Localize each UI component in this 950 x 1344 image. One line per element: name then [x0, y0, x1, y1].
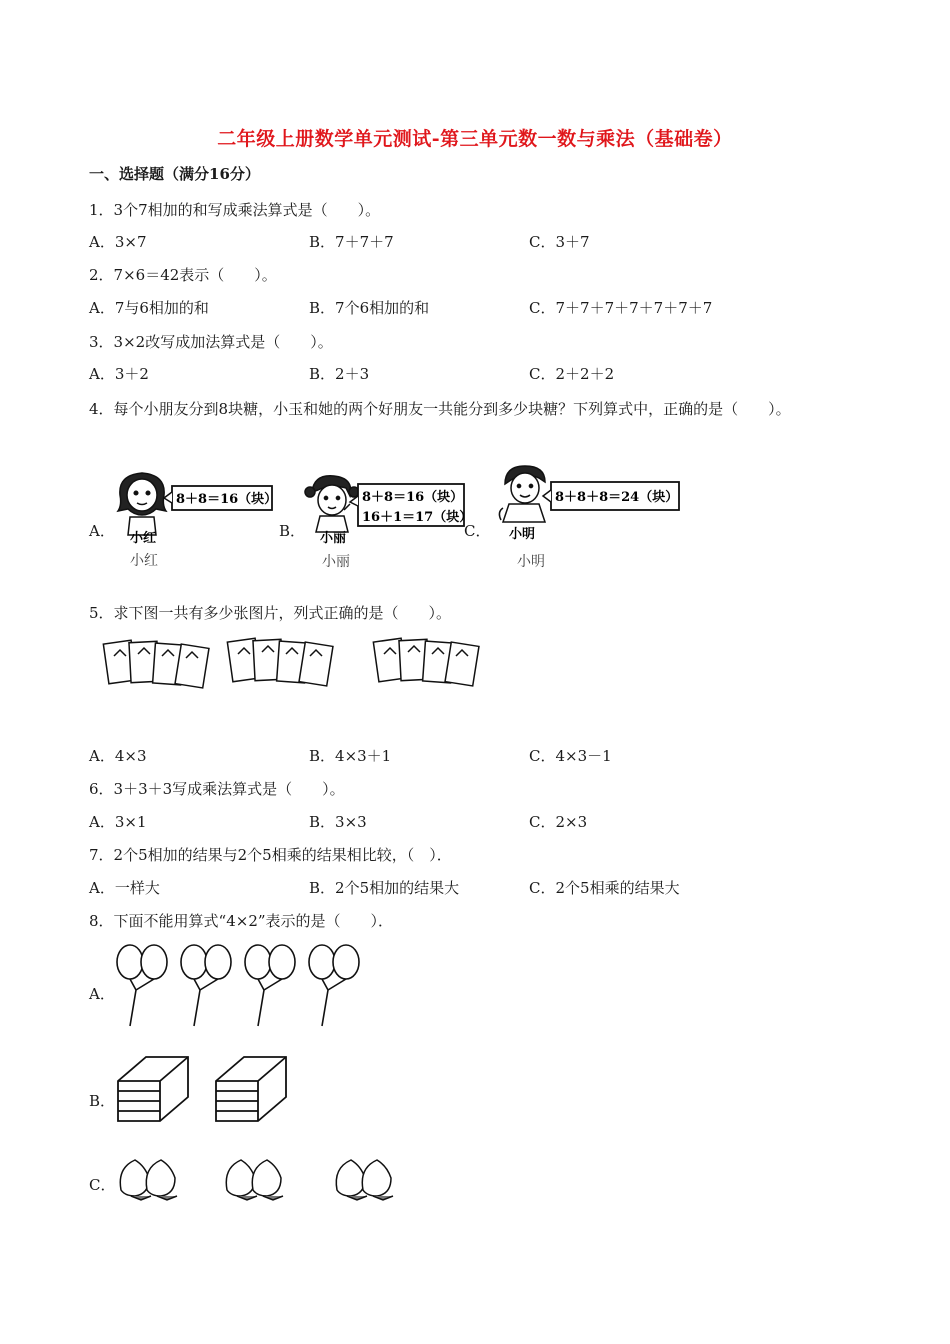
q3-option-a-math: 3＋2 [114, 365, 149, 383]
q3-option-a[interactable]: A．3＋2 [89, 365, 149, 383]
q3-option-c-math: 2＋2＋2 [555, 365, 615, 383]
q4-bubble-b-line2: 16＋1＝17（块） [362, 510, 473, 525]
question-1: 1．3个7相加的和写成乘法算式是（ ）。 [89, 201, 381, 219]
q1-option-a-math: 3×7 [114, 233, 147, 251]
q3-option-c[interactable]: C．2＋2＋2 [529, 365, 615, 383]
q4-name-a: 小红 [130, 553, 158, 569]
q8-option-c[interactable]: C． [89, 1176, 116, 1194]
q4-bubble-c-line1: 8＋8＋8＝24（块） [555, 490, 679, 505]
q4-option-b[interactable]: B． [279, 522, 306, 540]
q6-option-c[interactable]: C．2×3 [529, 813, 588, 831]
q6-option-a[interactable]: A．3×1 [89, 813, 147, 831]
q4-figure-xiaoming [495, 462, 695, 572]
peach-icon [120, 1160, 393, 1200]
q8-option-a[interactable]: A． [89, 985, 115, 1003]
q4-name-a-bold: 小红 [130, 531, 157, 546]
q7-option-c[interactable]: C．2个5相乘的结果大 [529, 879, 680, 897]
q4-bubble-b-line1: 8＋8＝16（块） [362, 490, 464, 505]
page-title: 二年级上册数学单元测试-第三单元数一数与乘法（基础卷） [217, 128, 733, 150]
q4-name-b: 小丽 [322, 554, 350, 570]
q3-stem-math: 3×2 [113, 333, 146, 351]
q2-option-c[interactable]: C．7＋7＋7＋7＋7＋7＋7 [529, 299, 713, 317]
card-group-2 [227, 638, 333, 686]
question-2: 2．7×6＝42表示（ ）。 [89, 266, 277, 284]
boy-icon [499, 466, 545, 522]
q3-option-b[interactable]: B．2＋3 [309, 365, 370, 383]
card-group-1 [103, 640, 209, 688]
girl-icon [118, 473, 166, 535]
q1-option-c-math: 3＋7 [555, 233, 590, 251]
question-3: 3．3×2改写成加法算式是（ ）。 [89, 333, 333, 351]
q8-balloons [110, 940, 380, 1030]
q2-option-b[interactable]: B．7个6相加的和 [309, 299, 430, 317]
q5-option-c[interactable]: C．4×3－1 [529, 747, 612, 765]
q4-figure-xiaoli [300, 470, 480, 580]
question-8: 8．下面不能用算式“4×2”表示的是（ ）． [89, 912, 394, 930]
q1-option-a[interactable]: A．3×7 [89, 233, 147, 251]
q4-figure-xiaohong [110, 465, 280, 575]
q4-name-b-bold: 小丽 [320, 531, 347, 546]
q8-book-stacks [110, 1045, 310, 1125]
girl-icon [305, 476, 359, 532]
q5-option-b[interactable]: B．4×3＋1 [309, 747, 392, 765]
q4-bubble-a-line1: 8＋8＝16（块） [176, 492, 278, 507]
q6-option-b[interactable]: B．3×3 [309, 813, 367, 831]
question-5: 5．求下图一共有多少张图片，列式正确的是（ ）。 [89, 604, 452, 622]
question-6: 6．3＋3＋3写成乘法算式是（ ）。 [89, 780, 345, 798]
q5-picture-cards [100, 632, 520, 712]
card-group-3 [373, 638, 479, 686]
q1-option-b[interactable]: B．7＋7＋7 [309, 233, 394, 251]
q8-peaches [115, 1152, 425, 1202]
section-heading: 一、选择题（满分16分） [89, 165, 260, 183]
q8-option-b[interactable]: B． [89, 1092, 116, 1110]
question-7: 7．2个5相加的结果与2个5相乘的结果相比较，（ ）． [89, 846, 452, 864]
q4-option-c[interactable]: C． [464, 522, 491, 540]
q1-option-c[interactable]: C．3＋7 [529, 233, 590, 251]
q5-option-a[interactable]: A．4×3 [89, 747, 147, 765]
q3-option-b-math: 2＋3 [335, 365, 370, 383]
q2-option-a[interactable]: A．7与6相加的和 [89, 299, 209, 317]
q4-name-c: 小明 [517, 554, 545, 570]
q1-option-b-math: 7＋7＋7 [335, 233, 394, 251]
q7-option-b[interactable]: B．2个5相加的结果大 [309, 879, 460, 897]
q4-name-c-bold: 小明 [509, 527, 536, 542]
q7-option-a[interactable]: A．一样大 [89, 879, 160, 897]
balloon-icon [117, 945, 359, 1026]
question-4: 4．每个小朋友分到8块糖，小玉和她的两个好朋友一共能分到多少块糖？下列算式中，正确的是（ ）。 [89, 400, 791, 418]
book-stack-icon [118, 1057, 286, 1121]
q4-option-a[interactable]: A． [89, 522, 115, 540]
